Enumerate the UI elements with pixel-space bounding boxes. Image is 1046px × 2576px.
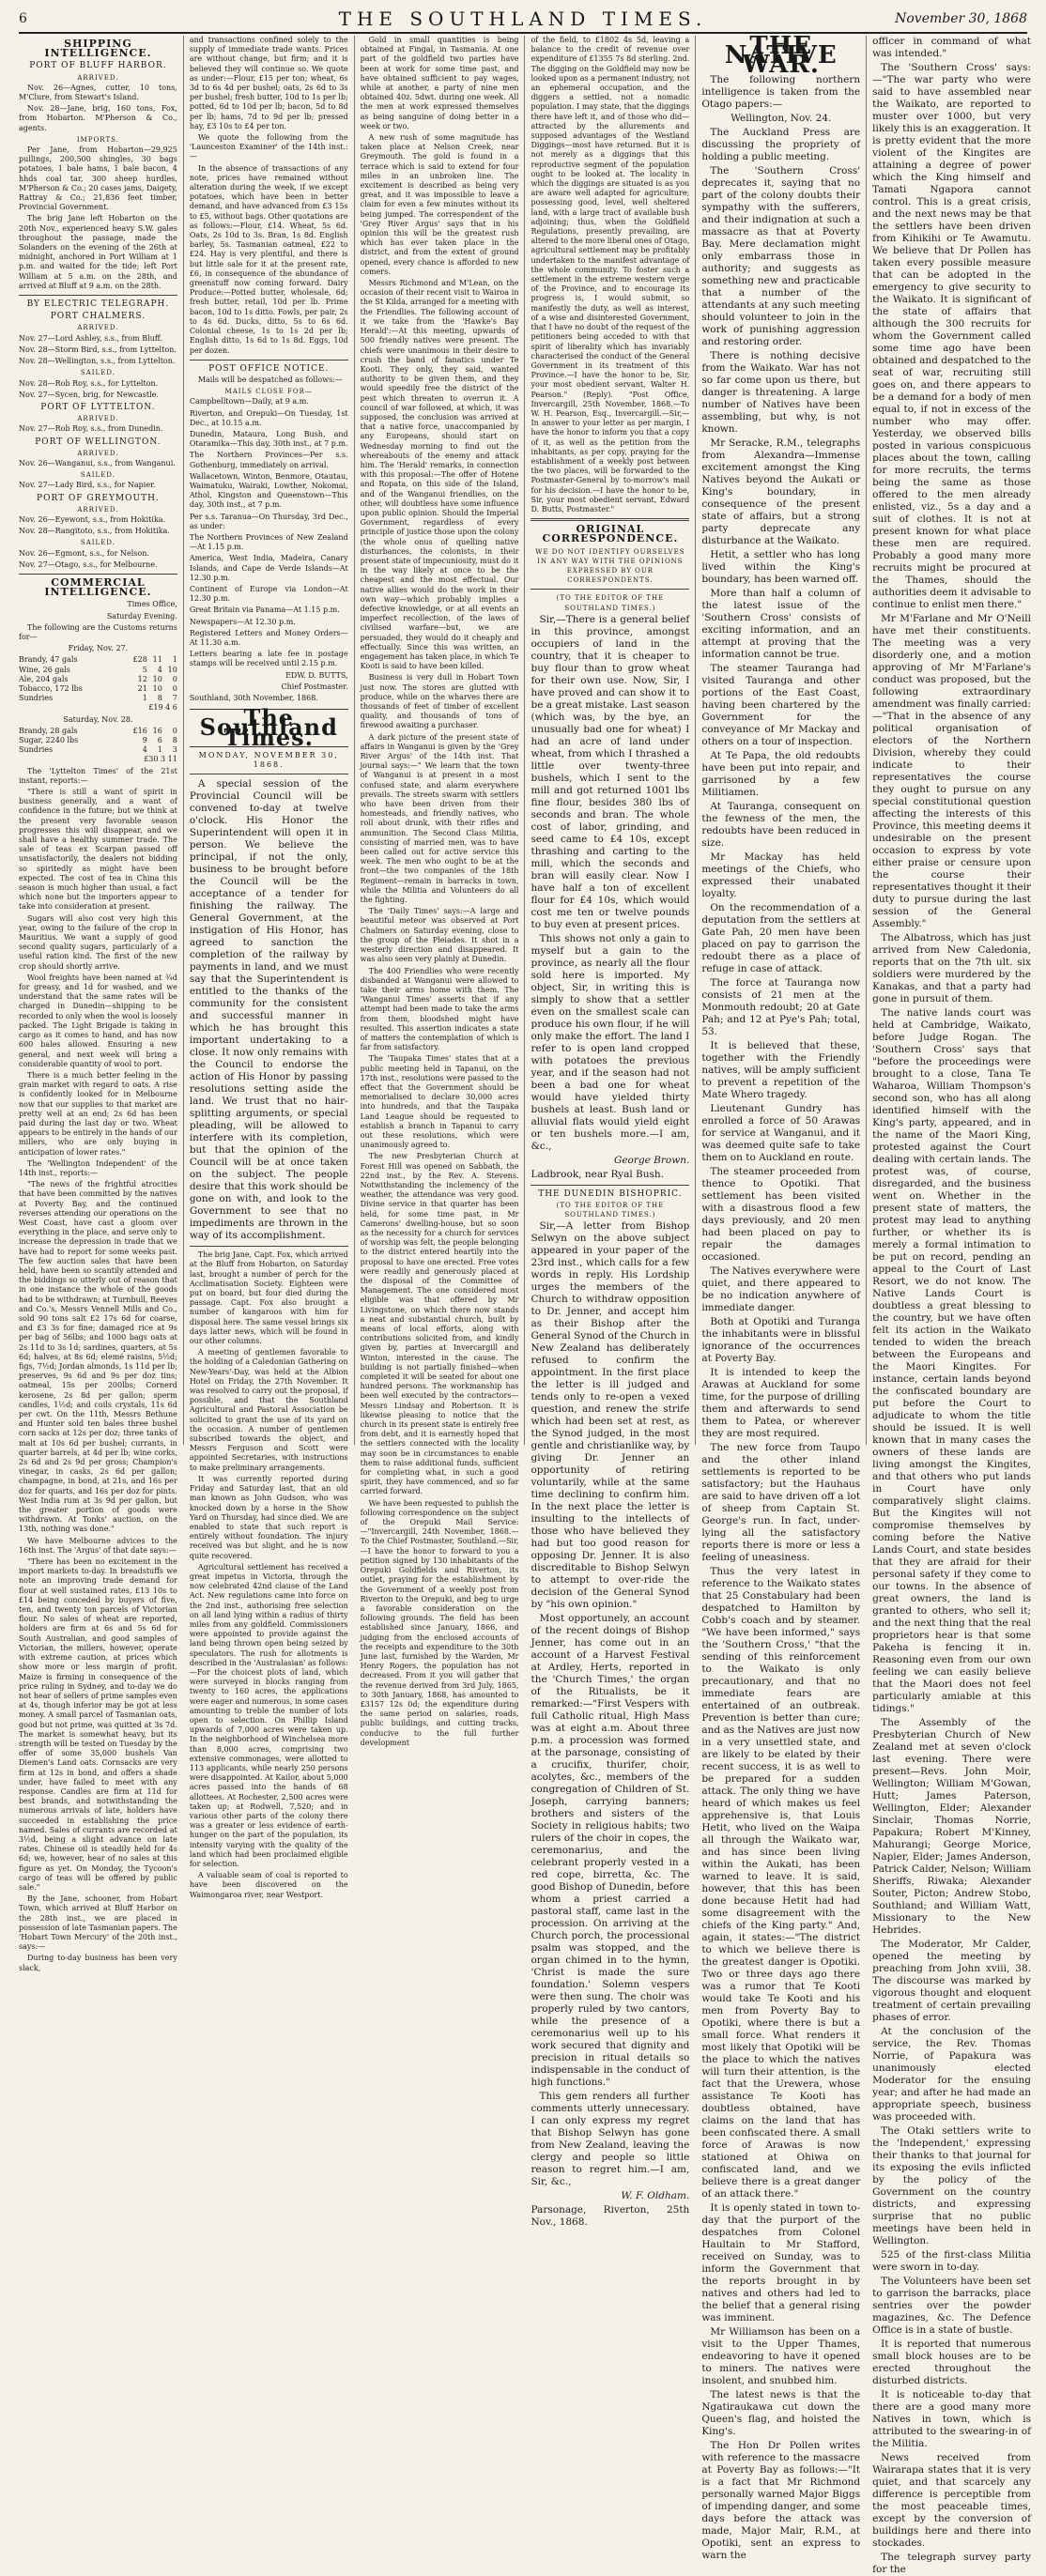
divider [19,574,177,575]
paragraph: Registered Letters and Money Orders—At 11.30 a.m. [189,628,348,647]
paragraph: Nov. 27—Rob Roy, s.s., from Dunedin. [19,424,163,434]
customs-amount: 12 [137,674,147,683]
paragraph: Mr M'Farlane and Mr O'Neill have met their constituents. The meeting was a very disorderly one, and a motion approving of Mr M'Farlane's conduct was proposed, but the following extraordinary amendment was finally carried:—"That in the absence of any political organisation of electors of the Northern Division, whereby they could indicate to their representatives the course they ought to pursue on any special constitutional question affecting the interests of this Province, this meeting deems it undesirable on the present occasion to express by vote either praise or censure upon the course their representatives thought it their duty to pursue during the last session of the General Assembly." [872,613,1031,929]
customs-table [19,727,177,756]
customs-amount: 21 [137,683,147,693]
paragraph: Newspapers—At 12.30 p.m. [189,617,296,626]
letter-paragraph: Most opportunely, an account of the recent doings of Bishop Jenner, has come out in an account of a Harvest Festival at Ardley, Herts, reported in the 'Church Times,' the organ of the Ritualists, be it remarked:—"First Vespers with full Catholic ritual, High Mass was at eight a.m. About three p.m. a procession was formed at the parsonage, consisting of a crucifix, thurifer, choir, acolytes, &c., members of the congregation of Children of St. Joseph, carrying banners; brothers and sisters of the Society in religious habits; two rulers of the choir in copes, the ceremonarius, and the celebrant properly vested in a red cope, birretta, &c. The good Bishop of Dunedin, before whom a priest carried a pastoral staff, came last in the procession. On arriving at the Church porch, the processional psalm was stopped, and the organ chimed in to the hymn, 'Christ is made the sure foundation.' Solemn vespers were then sung. The choir was properly ruled by two cantors, while the presence of a ceremonarius well up to his work secured that dignity and precision in ritual details so indispensable in the conduct of high functions." [531,1613,690,2089]
paragraph: Hetit, a settler who has long lived within the King's boundary, has been warned off. [701,548,861,585]
paragraph: Both at Opotiki and Turanga the inhabitants were in blissful ignorance of the occurrences at Poverty Bay. [701,1315,861,1364]
paragraph: Nov. 27—Lord Ashley, s.s., from Bluff. [19,333,162,343]
customs-amount: 10 [152,683,162,693]
label: ARRIVED. [77,324,119,332]
customs-amount: 4 [157,665,162,674]
paragraph: Southland, 30th November, 1868. [189,694,318,702]
paragraph: The native lands court was held at Cambridge, Waikato, before Judge Rogan. The 'Southern Cross' says that "before the proceedings were brought to a close, Tana Te Waharoa, William Thompson's second son, who has all along identified himself with the King's party, appeared, and in the name of the Maori King, protested against the Court dealing with certain lands. The protest was, of course, disregarded, and the business went on. Whether in the present state of matters, the protest may lead to anything further, or whether its is merely a formal intimation to be put on record, pending an appeal to the Court of Last Resort, we do not know. The Native Lands Court is doubtless a great blessing to the country, but we have often felt its action in the Waikato tended to widen the breach between the Europeans and the Maori Kingites. For instance, certain lands beyond the confiscated boundary are put before the Court to adjudicate to whom the title should be issued. It is well known that in many cases the owners of these lands are living amongst the Kingites, and that others who put lands in Court have only comparatively slight claims. But the Kingites will not compromise themselves by coming before the Native Lands Court, and state besides that they are afraid for their personal safety if they come to our towns. In the absence of great owners, the land is granted to others, who sell it; and the next thing that the real proprietors hear is that some Pakeha is fencing it in. Reasoning even from our own feeling we can easily believe that the Maori does not feel particularly amiable at this tidings." [872,1007,1031,1714]
column-5 [695,32,866,2561]
section-heading: COMMERCIAL INTELLIGENCE. [44,575,152,599]
paragraph: The Northern Provinces of New Zealand—At 1.15 p.m. [189,532,348,552]
paragraph: Campbelltown—Daily, at 9 a.m. [189,397,309,406]
label: SAILED. [80,471,115,480]
paragraph: Per Jane, from Hobarton—29,925 pullings, 200,500 shingles, 30 bags potatoes, 1 bale hams, 1 bale bacon, 4 hhds coal tar, 300 sheep hurdles, M'Pherson & Co.; 20 cases jams, Daigety, Rattray & Co.; 21,836 feet timber, Provincial Government. [19,146,177,212]
customs-amount: 11 [152,655,162,665]
label: ARRIVED. [77,415,119,423]
paragraph: Nov. 28—Wellington, s.s., from Lyttelton. [19,357,176,366]
customs-item: Wine, 26 gals [19,665,70,674]
paragraph: The 'Daily Times' says:—A large and beautiful meteor was observed at Port Chalmers on Saturday evening, close to the group of the Pleiades. It shot in a westerly direction and disappeared. It was also seen very plainly at Dunedin. [360,907,519,964]
customs-amount: £28 [132,655,147,665]
customs-table [19,655,177,703]
customs-amount: 0 [172,683,177,693]
paragraph: In the absence of transactions of any note, prices have remained without alteration during the week, if we except potatoes, which have been in better demand, and have advanced from £3 15s to £5, without bags. Other quotations are as follows:—Flour, £14. Wheat, 5s 6d. Oats, 2s 10d to 3s. Bran, 1s 8d. English barley, 5s. Tasmanian oatmeal, £22 to £24. Hay is very plentiful, and there is but little sale for it at the present rate, £6, in consequence of the abundance of greenstuff now coming forward. Dairy Produce:—Potted butter, wholesale, 6d; fresh butter, retail, 10d per lb. Prime bacon, 10d to 1s ditto. Fowls, per pair, 2s to 4s 6d. Ducks, ditto, 5s to 6s 6d. Colonial cheese, 1s to 1s 2d per lb; English ditto, 1s 6d to 1s 8d. Eggs, 10d per dozen. [189,163,348,355]
paragraph: The following are the Customs returns for— [19,622,177,641]
paragraph: A new rush of some magnitude has taken place at Nelson Creek, near Greymouth. The gold is found in a terrace which is said to extend for four miles in an unbroken line. The excitement is described as being very great, and it was impossible to leave a claim for even a few minutes without its being jumped. The correspondent of the 'Grey River Argus' says that in his opinion this will be the greatest rush which has ever taken place in the district, and from the extent of ground opened, every chance is afforded to new comers. [360,133,519,276]
paragraph: Mr Seracke, R.M., telegraphs from Alexandra—Immense excitement amongst the King Natives beyond the Aukati or King's boundary, in consequence of the present state of affairs, but a strong party deprecate any disturbance at the Waikato. [701,437,861,546]
label: ARRIVED. [77,449,119,457]
paragraph: Riverton, and Orepuki—On Tuesday, 1st Dec., at 10.15 a.m. [189,408,348,427]
customs-amount: 1 [142,694,147,703]
customs-amount: 0 [172,726,177,735]
paragraph: The steamer Tauranga had visited Tauranga and other portions of the East Coast, having been chartered by the Government for the conveyance of Mr Mackay and others on a tour of inspection. [701,662,861,747]
section-heading: THE NATIVE WAR. [724,32,838,80]
subheading: POST OFFICE NOTICE. [208,363,330,374]
paragraph: Nov. 27—Otago, s.s., for Melbourne. [19,560,158,569]
subheading: PORT OF BLUFF HARBOR. [29,61,167,71]
paragraph: Nov. 26—Egmont, s.s., for Nelson. [19,548,149,558]
subheading: PORT OF WELLINGTON. [35,437,162,447]
paragraph: It is openly stated in town to-day that the purport of the despatches from Colonel Haultain to Mr Stafford, received on Sunday, was to inform the Government that the reports brought in by natives and others had led to the belief that a general rising was imminent. [701,2201,861,2323]
customs-amount: 8 [172,736,177,744]
paragraph: Nov. 26—Eyewont, s.s., from Hokitika. [19,514,166,524]
label: (TO THE EDITOR OF THE SOUTHLAND TIMES.) [556,594,665,612]
paragraph: More than half a column of the latest issue of the 'Southern Cross' consists of exciting information, and an attempt at proving that the information cannot be true. [701,587,861,660]
label: SAILED. [80,369,115,377]
signature-location: Ladbrook, near Ryal Bush. [531,1168,665,1180]
subheading: BY ELECTRIC TELEGRAPH. [26,299,170,310]
paragraph: At Te Papa, the old redoubts have been put into repair, and garrisoned by a few Militiamen. [701,749,861,798]
divider [531,589,689,590]
divider [531,518,689,521]
column-6 [866,36,1037,2575]
paragraph: On the recommendation of a deputation from the settlers at Gate Pah, 20 men have been placed on pay to garrison the redoubt there as a place of refuge in case of attack. [701,901,861,974]
customs-amount: £16 [132,726,147,735]
letter-paragraph: This shows not only a gain to myself but a gain to the province, as nearly all the flour sold here is imported. My object, Sir, in writing this is simply to show that a settler even on the smallest scale can produce his own flour, if he will only make the effort. The land I refer to is open land cropped with potatoes the previous year, and if the season had not been a bad one for wheat would have yielded thirty bushels at least. Bush land or alluvial flats would yield eight or ten bushels more.—I am, &c., [531,932,690,1152]
page-number: 6 [19,11,27,26]
paragraph: It was currently reported during Friday and Saturday last, that an old man known as John Gudson, who was knocked down by a horse in the Show Yard on Thursday, had since died. We are enabled to state that such report is entirely without foundation. The injury received was but slight, and he is now quite recovered. [189,1474,348,1560]
paragraph: of the field, to £1802 4s 5d, leaving a balance to the credit of revenue over expenditure of £1355 7s 8d sterling. 2nd. The digging on the Goldfield may now be looked upon as a permanent industry, not an ephemeral occupation, and the diggers a settled, not a nomadic population. I may state, that the diggings there have left it, and of those who did—attracted by the allurements and supposed advantages of the Westland Diggings—most have returned. But it is not merely as a diggings that this reproductive segment of the population ought to be looked at. The locality in which the diggings are situated is as you are aware well adapted for agriculture; possessing good, level, well sheltered land, with a large tract of available bush adjoining; thus, when the Goldfield Regulations, presently prevailing, are altered to the more liberal ones of Otago, agricultural settlement may be profitably undertaken to the manifest advantage of the whole community. To foster such a settlement in the extreme western verge of the Province, and to encourage its progress is, I would submit, so manifestly the duty, as well as interest, of a wise and disinterested Government, that I have no doubt of the request of the petitioners being acceded to with that spirit of liberality which has invariably characterised the conduct of the General Government in its treatment of this Province.—I have the honor to be, Sir, your most obedient servant, Walter H. Pearson." (Reply). "Post Office, Invercargill, 25th November, 1868.—To W. H. Pearson, Esq., Invercargill.—Sir,—In answer to your letter as per margin, I have the honor to inform you that a copy of it, as well as the petition from the inhabitants, as per copy, praying for the establishment of a weekly post between the two places, will be forwarded to the Postmaster-General by to-morrow's mail for his decision.—I have the honor to be, Sir, your most obedient servant, Edward D. Butts, Postmaster." [531,36,690,514]
customs-amount: 1 [157,745,162,755]
paragraph: The Auckland Press are discussing the propriety of holding a public meeting. [701,126,861,162]
column-2 [183,36,354,1899]
paragraph: Mails will be despatched as follows:— [197,375,343,384]
paragraph: Business is very dull in Hobart Town just now. The stores are glutted with produce, while on the wharves there are thousands of feet of timber of excellent quality, and thousands of tons of firewood awaiting a purchaser. [360,673,519,730]
signature: EDW. D. BUTTS, [285,670,348,680]
customs-row [19,666,177,675]
paragraph: officer in command of what was intended." [872,36,1031,59]
customs-item: Sundries [19,745,54,755]
customs-row [19,655,177,665]
paragraph: A valuable seam of coal is reported to have been discovered on the Waimongaroa river, near Westport. [189,1871,348,1899]
paragraph: We have Melbourne advices to the 16th inst. The 'Argus' of that date says:— [19,1536,177,1555]
customs-amount: 10 [167,665,177,674]
paragraph: At the conclusion of the service, the Rev. Thomas Norrie, of Papakura was unanimously elected Moderator for the ensuing year; and after he had made an appropriate speech, business was proceeded with. [872,2026,1031,2123]
paragraph: The telegraph survey party for the [872,2552,1031,2575]
customs-row [19,727,177,736]
customs-total: £19 4 6 [148,703,177,713]
customs-amount: 4 [142,745,147,755]
paragraph: The Hon Dr Pollen writes with reference to the massacre at Poverty Bay as follows:—"It is a fact that Mr Richmond personally warned Major Biggs of impending danger, and some days before the attack was made, Major Mair, R.M., at Opotiki, sent an express to warn the [701,2439,861,2561]
label: ARRIVED. [77,505,119,514]
paragraph: Mr Williamson has been on a visit to the Upper Thames, endeavoring to have it opened to miners. The natives were insolent, and snubbed him. [701,2325,861,2386]
customs-item: Brandy, 47 gals [19,655,78,665]
customs-row [19,736,177,745]
paragraph: Nov. 26—Agnes, cutter, 10 tons, M'Clure, from Stewart's Island. [19,83,177,102]
section-heading: ORIGINAL CORRESPONDENCE. [542,523,679,545]
paragraph: Messrs Richmond and M'Lean, on the occasion of their recent visit to Wairoa in the St Kilda, arranged for a meeting with the Friendlies. The following account of it we take from the 'Hawke's Bay Herald':—At this meeting, upwards of 500 friendly natives were present. The chiefs were unanimous in their desire to crush the band of fanatics under Te Kooti. They only, they said, wanted authority to be given them, and they would speedily free the district of the pest which threaten to overrun it. A council of war followed, at which, it was supposed, the conclusion was arrived at that a native force, unaccompanied by any Europeans, should start on Wednesday morning to find out the whereabouts of the enemy and attack him. The 'Herald' remarks, in connection with this proposal:—The offer of Hotene and Ropata, on this side of the Island, and of the Wanganui friendlies, on the other, will doubtless have some influence upon public opinion. Should the Imperial Government, regardless of every principle of justice those upon the colony (the whole onus of quelling native disturbances, the colonists, in their present state of impecuniosity, must do it in the way likely at once to be the cheapest and the most effectual. Our native allies would do the work in their own way—which probably implies a defective knowledge, or at all events an imperfect recollection, of the laws of civilised warfare—but, we are persuaded, they would do it cheaply and effectually. Since this was written, an engagement has taken place, in which Te Kooti is said to have been killed. [360,279,519,671]
paragraph: The Moderator, Mr Calder, opened the meeting by preaching from John xviii, 38. The discourse was marked by vigorous thought and eloquent treatment of certain prevailing phases of error. [872,1939,1031,2023]
letter-paragraph: Sir,—A letter from Bishop Selwyn on the above subject appeared in your paper of the 23rd inst., which calls for a few words in reply. His Lordship urges the members of the Church to withdraw opposition to Dr. Jenner, and accept him as their Bishop after the General Synod of the Church in New Zealand has deliberately refused to confirm the appointment. In the first place the letter is ill judged and tends only to re-open a vexed question, and renew the strife which had been set at rest, as the Synod judged, in the most gentle and christianlike way, by giving Dr. Jenner an opportunity of retiring voluntarily, while at the same time declining to confirm him. In the next place the letter is insulting to the intellects of those who have believed they had but too good reason for opposing Dr. Jenner. It is also discreditable to Bishop Selwyn to attempt to over-ride the decision of the General Synod by "his own opinion." [531,1220,690,1611]
customs-item: Ale, 204 gals [19,674,69,683]
paragraph: Nov. 27—Lady Bird, s.s., for Napier. [19,481,156,490]
subheading: THE DUNEDIN BISHOPRIC. [538,1188,683,1199]
paragraph: The Natives everywhere were quiet, and there appeared to be no indication anywhere of immediate danger. [701,1265,861,1313]
paragraph: Per s.s. Taranua—On Thursday, 3rd Dec., as under: [189,512,348,530]
paragraph: Thus the very latest in reference to the Waikato states that 25 Constabulary had been despatched to Hamilton by Cobb's coach and by steamer. "We have been informed," says the 'Southern Cross,' "that the sending of this reinforcement to the Waikato is only precautionary, and that no immediate fears are entertained of an outbreak. Prevention is better than cure; and as the Natives are just now in a very unsettled state, and are likely to be elated by their recent success, it is as well to be prepared for a sudden attack. The only thing we have heard of which makes us feel apprehensive is, that Louis Hetit, who lived on the Waipa all through the Waikato war, and has since been living within the Aukati, has been warned to leave. It is said, however, that this has been done because Hetit had had some disagreement with the chiefs of the King party." And, again, it states:—"The district to which we believe there is the greatest danger is Opotiki. Two or three days ago there was a rumor that Te Kooti would take Te Kooti and his men from Poverty Bay to Opotiki, where there is but a small force. What renders it most likely that Opotiki will be the place to which the natives will turn their attention, is the fact that the Urewera, whose assistance Te Kooti has doubtless obtained, have claims on the land that has been confiscated there. A small force of Arawas is now stationed at Ohiwa on confiscated land, and we believe there is a great danger of an attack there." [701,1565,861,2200]
paragraph: "The news of the frightful atrocities that have been committed by the natives at Poverty Bay, and the continued reverses attending our operations on the West Coast, have cast a gloom over everything in the place, and serve only to increase the depression in trade that we have had to report for some weeks past. The few auction sales that have been held, have been so scantily attended and the biddings so utterly out of reason that in one instance the whole of the goods had to be withdrawn; at Turnbull, Reeves and Co.'s, Messrs Vennell Mills and Co., sold 90 tons salt £2 17s 6d for coarse, and £3 3s for fine; damaged rice at 9s per bag of 56lbs; and 1000 bags oats at 2s 11d to 3s 1d; sardines, quarters, at 5s 6d; halves, at 8s 6d; elemé raisins, 5½d; figs, 7½d; Jordan almonds, 1s 11d per lb; preserves, 9s 6d and 9s per doz tins; oatmeal, 15s per 200lbs; Cornerd kerosene, 2s 8d per gallon; sperm candles, 1½d; and coils crystals, 11s 6d per cwt. On the 11th, Messrs Bethune and Hunter sold ten bales three bushel corn sacks at 12s per doz; three tanks of malt at 10s 6d per bushel; currants, in quarter barrels, at 4d per lb; wine corks, 2s 6d and 2s 9d per gross; Champion's vinegar, in casks, 2s 6d per gallon; champagne, in bond, at 21s, and 16s per doz for quarts, and 16s per doz for pints. West India rum at 3s 9d per gallon, but the greater portion of goods were withdrawn. At Tonks' auction, on the 13th, nothing was done." [19,1180,177,1534]
customs-amount: 10 [152,674,162,683]
leading-article: A special session of the Provincial Council will be convened to-day at twelve o'clock. His Honor the Superintendent will open it in person. We believe the principal, if not the only, business to be brought before the Council will be the acceptance of a tender for finishing the railway. The General Government, at the instigation of His Honor, has agreed to sanction the completion of the railway by payments in land, and we must say that the Superintendent is entitled to the thanks of the community for the consistent and successful manner in which he has brought this important undertaking to a close. It now only remains with the Council to endorse the action of His Honor by passing resolutions setting aside the land. We trust that no hair-splitting arguments, or special pleading, will be allowed to interfere with its completion, but that the opinion of the Council will be at once taken on the subject. The people desire that this work should be gone on with, and look to the Government to see that no impediments are thrown in the way of its accomplishment. [189,778,348,1242]
customs-amount: 16 [152,726,162,735]
subheading: PORT OF LYTTELTON. [40,402,156,412]
customs-item: Sundries [19,694,54,703]
paragraph: Nov. 28—Rob Roy, s.s., for Lyttelton. [19,378,159,388]
divider [19,295,177,296]
customs-row [19,694,177,703]
paragraph: Great Britain via Panama—At 1.15 p.m. [189,606,340,615]
paragraph: The following northern intelligence is taken from the Otago papers:— [701,73,861,110]
paragraph: The 'Taupaka Times' states that at a public meeting held in Tapanui, on the 17th inst., resolutions were passed to the effect that the Government should be memorialised to declare 30,000 acres into hundreds, and that the Taupaka Land League should be requested to establish a branch in Tapanui to carry out these resolutions, which were unanimously agreed to. [360,1054,519,1150]
masthead [19,6,1027,34]
paragraph: We quote the following from the 'Launceston Examiner' of the 14th inst.:— [189,133,348,161]
paragraph: Nov. 26—Wanganui, s.s., from Wanganui. [19,458,176,468]
paragraph: The brig Jane, Capt. Fox, which arrived at the Bluff from Hobarton, on Saturday last, brought a number of perch for the Acclimatisation Society. Eighteen were put on board, but four died during the passage. Capt. Fox also brought a number of kangaroos with him for disposal here. The same vessel brings six days latter news, which will be found in our other columns. [189,1250,348,1346]
paragraph: A dark picture of the present state of affairs in Wanganui is given by the 'Grey River Argus' of the 14th inst. That journal says:—" We learn that the town of Wanganui is at present in a most confused state, and alarm everywhere prevails. The streets swarm with settlers who have been driven from their homesteads, and friendly natives, who roll about drunk, with their rifles and ammunition. The Second Class Militia, consisting of married men, was to have been called out for active service this week. The men who ought to be at the front—the two companies of the 18th Regiment—remain in barracks in town, while the Militia and Volunteers do all the fighting. [360,732,519,905]
masthead-date: November 30, 1868 [895,11,1027,26]
letter-paragraph: Sir,—There is a general belief in this province, amongst occupiers of land in the country, that it is cheaper to buy flour than to grow wheat for their own use. Now, Sir, I have proved and can show it to be a great mistake. Last season (which was, by the bye, an unusually bad one for wheat) I had an acre of land under wheat, from which I thrashed a little over twenty-three bushels, which I sent to the mill and got returned 1001 lbs fine flour, besides 380 lbs of seconds and bran. The whole cost of labor, grinding, and seed came to £4 10s, except thrashing and carting to the mill, which the seconds and bran will easily clear. Now I have half a ton of excellent flour for £4 10s, which would cost me ten or twelve pounds to buy even at present prices. [531,613,690,930]
paragraph: Nov. 27—Sycen, brig, for Newcastle. [19,390,159,399]
column-4 [524,36,695,2229]
paragraph: The new Presbyterian Church at Forest Hill was opened on Sabbath, the 22nd inst., by the Rev. A. Stevens. Notwithstanding the inclemency of the weather, the attendance was very good. Divine service in that quarter has been held, for some time past, in Mr Camerons' dwelling-house, but so soon as the necessity for a church for services of worship was felt, the people belonging to the district entered heartily into the proposal to have one erected. Free votes were readily and generously placed at the disposal of the Committee of Management. The one considered most eligible was that offered by Mr Livingstone, on which there now stands a neat and substantial church, built by means of local efforts, along with contributions solicited from, and kindly given by, parties at Invercargill and Winton, interested in the cause. The building is not partially finished—when completed it will be seated for about one hundred persons. The workmanship has been well executed by the contractors—Messrs Lindsay and Robertson. It is likewise pleasing to notice that the church in its present state is entirely free from debt, and it is earnestly hoped that the settlers connected with the locality may soon be in circumstances to enable them to raise additional funds, sufficient for completing what, in such a good spirit, they have commenced, and so far carried forward. [360,1152,519,1496]
letter-paragraph: This gem renders all further comments utterly unnecessary. I can only express my regret that Bishop Selwyn has gone from New Zealand, leaving the clergy and people so little reason to regret him.—I am, Sir, &c., [531,2091,690,2188]
paragraph: Dunedin, Mataura, Long Bush, and Otaramika—This day, 30th inst., at 7 p.m. [189,429,348,449]
subheading: PORT OF GREYMOUTH. [37,493,160,503]
paragraph: 525 of the first-class Militia were sworn in to-day. [872,2249,1031,2273]
customs-row [19,684,177,694]
customs-amount: 3 [172,745,177,755]
customs-item: Tobacco, 172 lbs [19,683,83,693]
divider [531,1185,689,1186]
label: SAILED. [80,539,115,547]
customs-row [19,675,177,684]
paragraph: At Tauranga, consequent on the fewness of the men, the redoubts have been reduced in size. [701,800,861,849]
newspaper-title: THE SOUTHLAND TIMES. [338,8,708,30]
paragraph: America, West India, Madeira, Canary Islands, and Cape de Verde Islands—At 12.30 p.m. [189,554,348,582]
paragraph: Nov. 28—Rangitoto, s.s., from Hokitika. [19,527,170,536]
paragraph: "There has been no excitement in the import markets to-day. In breadstuffs we note an improving trade demand for flour at well sustained rates, £13 10s to £14 being conceded by buyers of five, ten, and twenty ton parcels of Victorian flour. No sales of wheat are reported, holders are firm at 6s and 5s 6d for South Australian, and good samples of Victorian, the millers, however, operate with extreme caution, at prices which show more or less margin of profit. Maize is firming in consequence of the price ruling in Sydney, and to-day we do not hear of sellers of prime samples even at 4s, though inferior may be got at less money. A small parcel of Tasmanian oats, good but not prime, was quitted at 3s 7d. The market is somewhat heavy, but its strength will be tested on Tuesday by the offer of some 35,000 bushels Van Diemen's Land oats. Cornsacks are very firm at 12s in bond, and offers a shade under, have failed to meet with any response. Candles are firm at 11d for best brands, and notwithstanding the numerous arrivals of late, holders have succeeded in establishing the price named. Sales of currants are recorded at 3½d, being a slight advance on late rates. Chinese oil is steadily held for 4s 6d; we, however, hear of no sales at this figure as yet. On Monday, the Tycoon's cargo of teas will be offered by public sale." [19,1557,177,1892]
paragraph: Wool freights have been named at ¾d for greasy, and 1d for washed, and we understand that the same rates will be charged in Dunedin—shipping to be recorded to only when the wool is loosely packed. The Light Brigade is taking in cargo as it comes to hand, and has now 600 bales allowed. Ensuring a new general, and next week will bring a considerable quantity of wool to port. [19,973,177,1068]
paragraph: A meeting of gentlemen favorable to the holding of a Caledonian Gathering on New-Years'-Day, was held at the Albion Hotel on Friday, the 27th November. It was resolved to carry out the proposal, if possible, and that the Southland Agricultural and Pastoral Association be solicited to grant the use of its yard on the occasion. A number of gentlemen subscribed towards the object, and Messrs Ferguson and Scott were appointed Secretaries, with instructions to make preliminary arrangements. [189,1348,348,1472]
paragraph: There is nothing decisive from the Waikato. War has not so far come upon us there, but danger is threatening. A large number of Natives have been assembling, but why, is not known. [701,349,861,435]
paragraph: The Otaki settlers write to the 'Independent,' expressing their thanks to that journal for its exposing the evils inflicted by the policy of the Government on the country districts, and expressing surprise that no public meetings have been held in Wellington. [872,2125,1031,2246]
paragraph: and transactions confined solely to the supply of immediate trade wants. Prices are without change, but firm; and it is believed they will continue so. We quote as under:—Flour, £15 per ton; wheat, 6s 3d to 6s 4d per bushel; oats, 2s 6d to 3s per bushel; fresh butter, 10d to 1s per lb; potted, 6d to 10d per lb; bacon, 5d to 8d per lb; hams, 7d to 9d per lb; pressed hay, £3 10s to £4 per ton. [189,36,348,130]
paragraph: During to-day business has been very slack, [19,1954,177,1972]
paragraph: Gold in small quantities is being obtained at Fingal, in Tasmania. At one part of the goldfield two parties have been at work for some time past, and have obtained sufficient to pay wages, while at another, a party of nine men obtained 40z. 5dwt. during one week. All the men at work expressed themselves as being sanguine of doing better in a week or two. [360,36,519,130]
paragraph: Nov. 28—Jane, brig, 160 tons, Fox, from Hobarton. M'Pherson & Co., agents. [19,104,177,132]
signature-title: Chief Postmaster. [281,682,348,691]
paragraph: The 400 Friendlies who were recently disbanded at Wanganui were allowed to take their arms home with them. The 'Wanganui Times' asserts that if any attempt had been made to take the arms from them, bloodshed might have resulted. This assertion indicates a state of matters the contemplation of which is far from satisfactory. [360,966,519,1052]
paragraph: The brig Jane left Hobarton on the 20th Nov., experienced heavy S.W. gales throughout the passage, made the Solanders on the evening of the 26th at midnight, anchored in Port William at 1 p.m. and waited for the tide; left Port William at 5 a.m. on the 28th, and arrived at Bluff at 9 a.m. on the 28th. [19,214,177,290]
customs-amount: 9 [142,736,147,744]
customs-row [19,745,177,755]
paragraph: Agricultural settlement has received a great impetus in Victoria, through the now celebrated 42nd clause of the Land Act. New regulations came into force on the 2nd inst., authorising free selection on all land lying within a radius of thirty miles from any goldfield. Commissioners were appointed to provide against the land being thrown open being seized by speculators. The rush for allotments is described in the 'Australasian' as follows:—For the choicest plots of land, which were surveyed in blocks ranging from twenty to 160 acres, the applications were eager and numerous, in some cases amounting to treble the number of lots open to selection. On Phillip Island upwards of 7,000 acres were taken up. In the neighborhood of Winchelsea more than 8,000 acres, comprising two extensive commonages, were allotted to 113 applicants, while nearly 250 persons were disappointed. At Kailor, about 5,000 acres passed into the hands of 68 allottees. At Rochester, 2,500 acres were taken up; at Rodwell, 7,520; and in various other parts of the colony there was a greater or less evidence of earth-hunger on the part of the population, its intensity varying with the quality of the land which had been proclaimed eligible for selection. [189,1562,348,1869]
customs-amount: 5 [142,665,147,674]
customs-amount: 8 [157,694,162,703]
customs-total: £30 3 11 [144,755,177,764]
paragraph: We have been requested to publish the following correspondence on the subject of the Orepuki Mail Service:—"Invercargill, 24th November, 1868.—To the Chief Postmaster, Southland.—Sir,—I have the honor to forward to you a petition signed by 130 inhabitants of the Orepuki Goldfields and Riverton, its outlet, praying for the establishment by the Government of a weekly post from Riverton to the Orepuki, and beg to urge a favorable consideration on the following grounds. The field has been established since January, 1866, and judging from the enclosed accounts of the receipts and expenditure to the 30th June last, furnished by the Warden, Mr Henry Rogers, the population has not decreased. From it you will gather that the revenue derived from 3rd July, 1865, to 30th January, 1868, has amounted to £3157 12s 0d; the expenditure during the same period on salaries, roads, public buildings, and cutting tracks, conducive to the full further development [360,1498,519,1747]
customs-item: Sugar, 2240 lbs [19,736,79,744]
paragraph: News received from Wairarapa states that it is very quiet, and that scarcely any difference is perceptible from the most peaceable times, except by the conversion of buildings here and there into stockades. [872,2452,1031,2549]
label: IMPORTS. [76,135,119,144]
paragraph: It is noticeable to-day that there are a good many more Natives in town, which is attributed to the swearing-in of the Militia. [872,2389,1031,2449]
issue-date: MONDAY, NOVEMBER 30, 1868. [198,750,339,770]
label: ARRIVED. [77,73,119,82]
dateline: Wellington, Nov. 24. [731,112,832,124]
paragraph: Letters bearing a late fee in postage stamps will be received until 2.15 p.m. [189,650,348,668]
paragraph: By the Jane, schooner, from Hobart Town, which arrived at Bluff Harbor on the 28th inst., we are placed in possession of late Tasmanian papers. The 'Hobart Town Mercury' of the 20th inst., says:— [19,1894,177,1952]
paragraph: It is reported that numerous small block houses are to be erected throughout the disturbed districts. [872,2338,1031,2386]
newspaper-flag: The Southland Times. [190,709,348,747]
signature-location: Parsonage, Riverton, 25th Nov., 1868. [531,2204,690,2229]
paragraph: The Northern Provinces—Per s.s. Gothenburg, immediately on arrival. [189,451,348,469]
paragraph: The 'Southern Cross' deprecates it, saying that no part of the colony doubts their sympathy with the sufferers, and their indignation at such a massacre as that at Poverty Bay. Mere declamation might only embarrass those in authority; and suggests as something new and practicable that a number of the attendants at any such meeting should volunteer to join in the work of punishing aggression and restoring order. [701,164,861,347]
paragraph: Saturday, Nov. 28. [63,714,133,724]
paragraph: Times Office, [127,600,177,609]
label: MAILS CLOSE FOR— [224,388,313,396]
label: (TO THE EDITOR OF THE SOUTHLAND TIMES.) [556,1201,665,1219]
signature: George Brown. [613,1154,690,1166]
paragraph: Saturday Evening. [106,611,177,621]
column-1 [13,36,183,1972]
paragraph: The Albatross, which has just arrived from New Caledonia, reports that on the 7th ult. six soldiers were murdered by the Kanakas, and that a party had gone in pursuit of them. [872,932,1031,1004]
customs-amount: 7 [172,694,177,703]
paragraph: "There is still a want of spirit in business generally, and a want of confidence in the future; but we think at the present very favorable season progresses this will disappear, and we shall have a healthy summer trade. The sale of teas ex Scarpan passed off unsatisfactorily, the dealers not bidding so spiritedly as might have been expected. The cost of tea in China this season is much higher than usual, a fact which none but the importers appear to take into consideration at present. [19,788,177,912]
paragraph: The 'Wellington Independent' of the 14th inst., reports:— [19,1158,177,1177]
paragraph: It is intended to keep the Arawas at Auckland for some time, for the purpose of drilling them and afterwards to send them to Patea, or wherever they are most required. [701,1366,861,1439]
paragraph: Wallacetown, Winton, Benmore, Otautau, Waimatuku, Wairaki, Lowther, Nokomai, Athol, Kingston and Queenstown—This day, 30th inst., at 7 p.m. [189,471,348,510]
customs-item: Brandy, 28 gals [19,726,78,735]
paragraph: Continent of Europe via London—At 12.30 p.m. [189,584,348,604]
paragraph: Nov. 28—Storm Bird, s.s., from Lyttelton. [19,345,177,354]
paragraph: The force at Tauranga now consists of 21 men at the Monmouth redoubt; 20 at Gate Pah; and 12 at Pye's Pah; total, 53. [701,976,861,1037]
customs-amount: 1 [172,655,177,665]
customs-amount: 6 [157,736,162,744]
paragraph: Lieutenant Gundry has enrolled a force of 50 Arawas for service at Wanganui, and it was deemed quite safe to take them on to Auckland en route. [701,1102,861,1163]
signature: W. F. Oldham. [621,2190,690,2202]
section-heading: SHIPPING INTELLIGENCE. [44,38,152,60]
paragraph: The latest news is that the Ngatiraukawa cut down the Queen's flag, and hoisted the King's. [701,2388,861,2437]
subheading: PORT CHALMERS. [50,312,146,322]
paragraph: There is a much better feeling in the grain market with regard to oats. A rise is confidently looked for in Melbourne now that our supplies to that market are pretty well at an end; 2s 6d has been paid during the last day or two. Wheat appears to be entirely in the hands of our millers, who are only buying in anticipation of lower rates." [19,1070,177,1157]
paragraph: Mr Mackay has held meetings of the Chiefs, who expressed their unabated loyalty. [701,851,861,899]
paragraph: The 'Lyttelton Times' of the 21st instant, reports:— [19,766,177,785]
paragraph: Friday, Nov. 27. [68,644,129,653]
paragraph: It is believed that these, together with the Friendly natives, will be amply sufficient to prevent a repetition of the Mate Whero tragedy. [701,1039,861,1100]
customs-amount: 0 [172,674,177,683]
paragraph: Sugars will also cost very high this year, owing to the failure of the crop in Mauritius. We want a supply of good second quality sugars, particularly of a useful ration kind. The first of the new crop should shortly arrive. [19,913,177,971]
paragraph: The Volunteers have been set to garrison the barracks, place sentries over the powder magazines, &c. The Defence Office is in a state of bustle. [872,2276,1031,2336]
column-3 [354,36,525,1747]
paragraph: The new force from Taupo and the other inland settlements is reported to be satisfactory; but the Hauhaus are said to have driven off a lot of sheep from Captain St. George's run. In fact, under-lying all the satisfactory reports there is more or less a feeling of uneasiness. [701,1441,861,1563]
paragraph: The Assembly of the Presbyterian Church of New Zealand met at seven o'clock last evening. There were present—Revs. John Moir, Wellington; William M'Gowan, Hutt; James Paterson, Wellington, Elder; Alexander Sinclair, Thomas Norrie, Papakura; Robert M'Kinney, Mahurangi; George Morice, Napier, Elder; James Anderson, Patrick Calder, Nelson; William Sheriffs, Riwaka; Alexander Souter, Picton; Andrew Stobo, Southland; and William Watt, Missionary to the New Hebrides. [872,1717,1031,1936]
paragraph: The 'Southern Cross' says:—"The war party who were said to have assembled near the Waikato, are reported to muster over 1000, but very likely this is an exaggeration. It is pretty evident that the more violent of the Kingites are attaining a degree of power which the King himself and Tamati Ngapora cannot control. This is a great crisis, and the next news may be that the settlers have been driven from Kihikihi or Te Awamutu. We believe that Dr Pollen has taken every possible measure that can be adopted in the emergency to give security to the Waikato. It is significant of the state of affairs that although the 300 recruits for whom the Government called some time ago have been obtained and despatched to the seat of war, recruiting still goes on, and there appears to be a demand for a body of men equal to, if not in excess of the number who may offer. Yesterday, we observed bills posted in various conspicuous places about the town, calling for more recruits, the terms being the same as those offered to the men already enlisted, viz., 5s a day and a suit of clothes. It is not at present known for what place these men are required. Probably a good many more recruits might be procured at the Thames, should the authorities deem it advisable to continue to enlist men there." [872,62,1031,610]
disclaimer: WE DO NOT IDENTIFY OURSELVES IN ANY WAY WITH THE OPINIONS EXPRESSED BY OUR CORRESPONDENTS. [535,547,685,585]
divider [190,1246,348,1247]
paragraph: The steamer proceeded from thence to Opotiki. That settlement has been visited with a disastrous flood a few days previously, and 20 men had been placed on pay to repair the damages occasioned. [701,1165,861,1263]
